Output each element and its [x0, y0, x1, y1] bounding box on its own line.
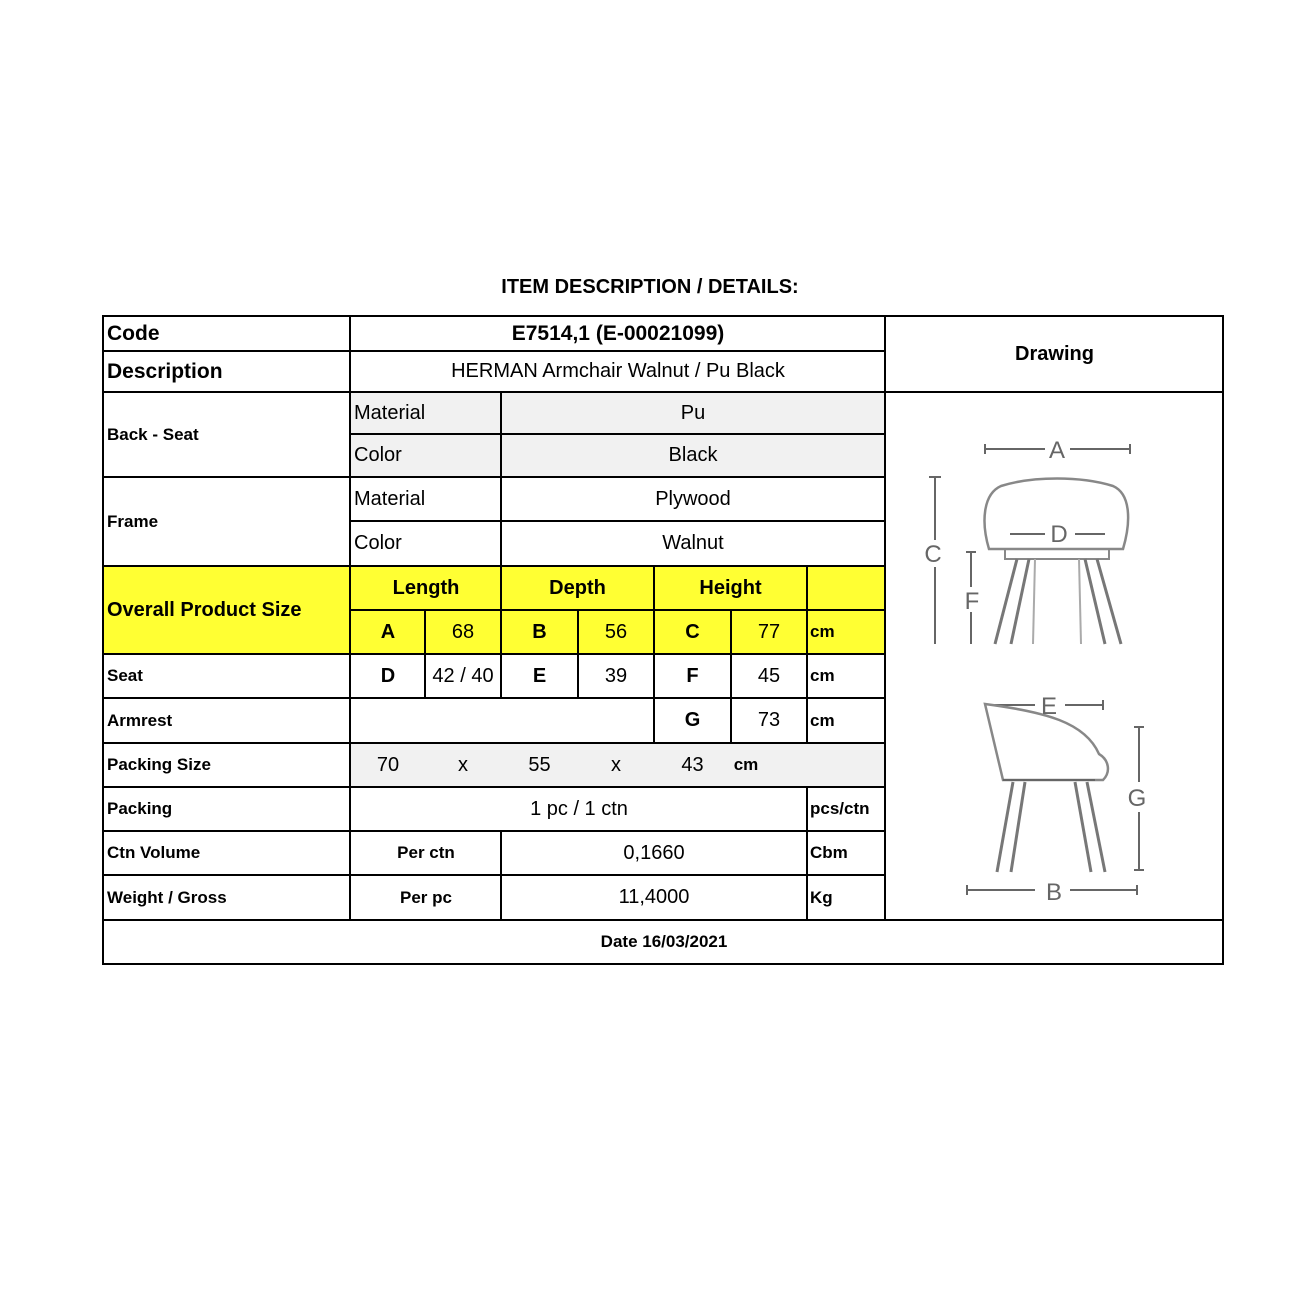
grid-line	[806, 566, 808, 743]
back-seat-material-value: Pu	[680, 401, 706, 424]
back-seat-color-label: Color	[354, 444, 402, 466]
date-footer: Date 16/03/2021	[600, 932, 728, 951]
grid-line	[104, 742, 885, 744]
overall-size-label: Overall Product Size	[107, 598, 302, 621]
armrest-label: Armrest	[107, 710, 173, 730]
armrest-unit: cm	[810, 710, 835, 730]
grid-line	[104, 350, 885, 352]
drawing-letter-a: A	[1048, 437, 1066, 464]
packing-size-unit: cm	[733, 755, 759, 774]
dim-g-value: 73	[757, 709, 781, 731]
drawing-letter-f: F	[964, 588, 980, 615]
grid-line	[104, 874, 885, 876]
grid-line	[500, 566, 502, 698]
drawing-letter-d: D	[1050, 521, 1068, 548]
ctn-volume-value: 0,1660	[623, 841, 685, 864]
grid-line	[500, 831, 502, 920]
grid-line	[653, 566, 655, 743]
grid-line	[104, 565, 885, 567]
dim-f-value: 45	[757, 664, 781, 687]
dim-b-letter: B	[532, 620, 547, 643]
dim-b-value: 56	[604, 620, 628, 643]
height-header: Height	[699, 576, 762, 599]
grid-line	[104, 476, 885, 478]
ctn-volume-label: Ctn Volume	[107, 843, 201, 862]
dim-a-value: 68	[451, 620, 475, 643]
details-table	[102, 315, 1224, 965]
drawing-letter-c: C	[924, 541, 942, 568]
grid-line	[577, 610, 579, 698]
seat-unit: cm	[810, 666, 835, 685]
dim-g-letter: G	[684, 709, 701, 731]
dim-e-letter: E	[532, 664, 547, 687]
length-header: Length	[392, 576, 460, 599]
description-value: HERMAN Armchair Walnut / Pu Black	[451, 360, 785, 382]
frame-color-value: Walnut	[662, 532, 724, 554]
dim-c-letter: C	[685, 620, 700, 643]
grid-line	[104, 653, 885, 655]
packing-height: 43	[681, 753, 704, 776]
back-seat-color-value: Black	[668, 444, 718, 466]
weight-unit: Kg	[810, 887, 833, 907]
description-label: Description	[107, 359, 223, 383]
grid-line	[806, 787, 808, 920]
grid-line	[104, 697, 885, 699]
packing-x2: x	[611, 753, 621, 776]
grid-line	[104, 786, 885, 788]
frame-color-label: Color	[354, 532, 402, 554]
packing-x1: x	[458, 753, 468, 776]
ctn-volume-unit: Cbm	[810, 843, 848, 862]
dim-f-letter: F	[686, 664, 699, 687]
packing-value: 1 pc / 1 ctn	[530, 797, 628, 820]
drawing-letter-b: B	[1045, 879, 1063, 906]
frame-material-value: Plywood	[655, 487, 731, 510]
ctn-volume-per: Per ctn	[397, 843, 455, 862]
grid-line	[349, 317, 351, 920]
chair-drawing	[885, 392, 1224, 920]
weight-value: 11,4000	[618, 886, 690, 908]
drawing-letter-g: G	[1127, 785, 1147, 812]
weight-label: Weight / Gross	[107, 887, 227, 907]
seat-label: Seat	[107, 666, 143, 685]
grid-line	[500, 392, 502, 567]
back-seat-material-label: Material	[354, 401, 426, 424]
packing-width: 55	[528, 753, 551, 776]
frame-label: Frame	[107, 511, 159, 531]
back-seat-label: Back - Seat	[107, 424, 199, 444]
frame-material-label: Material	[354, 487, 426, 510]
packing-size-label: Packing Size	[107, 755, 211, 774]
packing-unit: pcs/ctn	[810, 799, 870, 818]
dim-a-letter: A	[380, 620, 396, 643]
grid-line	[424, 610, 426, 698]
packing-length: 70	[376, 753, 400, 776]
dim-e-value: 39	[604, 664, 628, 687]
grid-line	[730, 610, 732, 743]
grid-line	[351, 433, 885, 435]
depth-header: Depth	[549, 576, 606, 599]
code-value: E7514,1 (E-00021099)	[511, 322, 725, 345]
dim-d-letter: D	[380, 664, 396, 687]
grid-line	[351, 609, 885, 611]
grid-line	[351, 520, 885, 522]
grid-line	[104, 830, 885, 832]
dim-c-value: 77	[757, 620, 781, 643]
dim-d-value: 42 / 40	[432, 664, 494, 687]
overall-unit: cm	[810, 622, 835, 641]
weight-per: Per pc	[400, 887, 452, 907]
page-title: ITEM DESCRIPTION / DETAILS:	[501, 276, 799, 298]
drawing-letter-e: E	[1040, 693, 1058, 720]
code-label: Code	[107, 322, 160, 345]
drawing-label: Drawing	[1015, 343, 1094, 365]
packing-label: Packing	[107, 799, 173, 818]
